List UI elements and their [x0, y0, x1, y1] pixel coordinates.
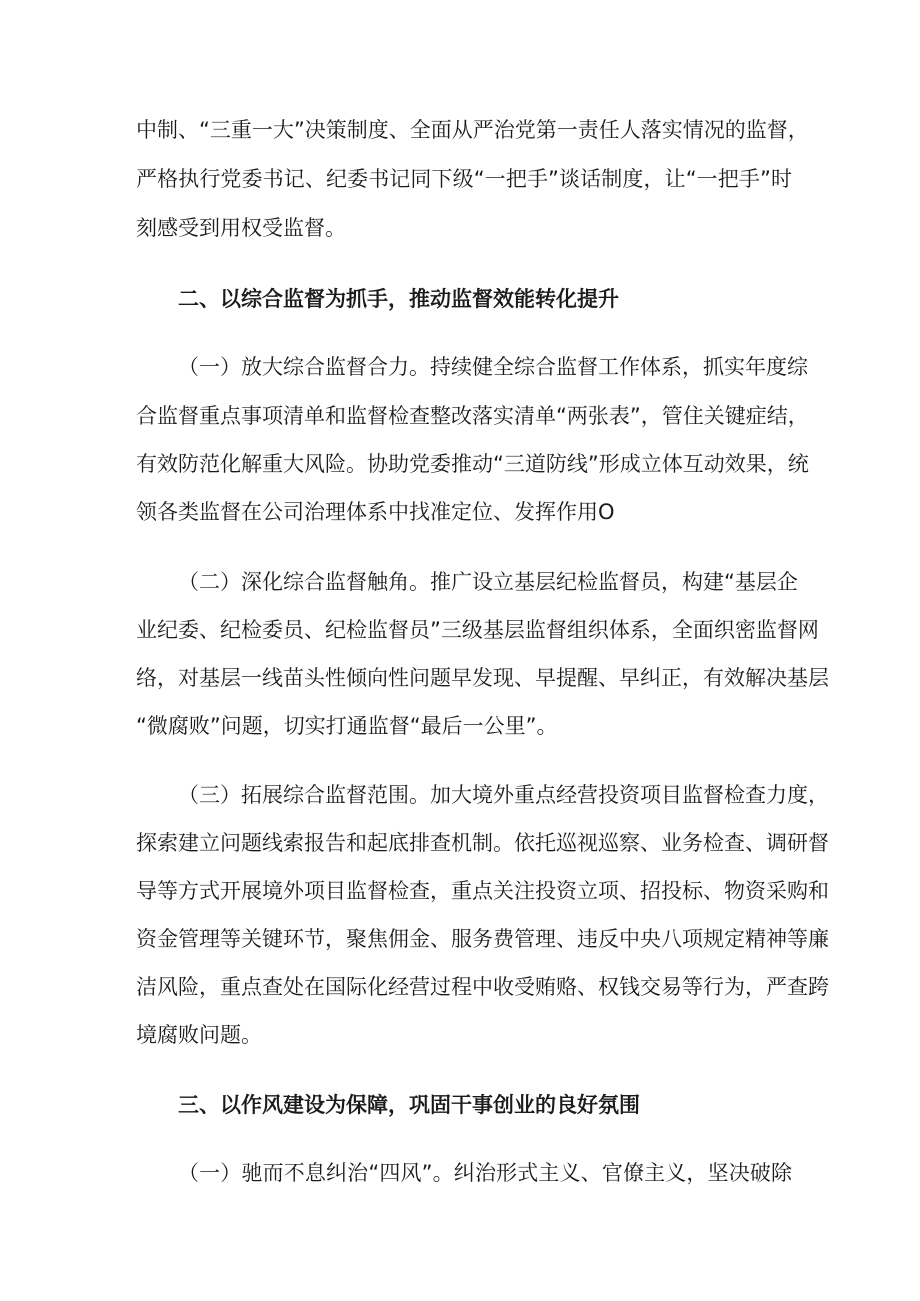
paragraph-line: 有效防范化解重大风险。协助党委推动“三道防线”形成立体互动效果，统 — [136, 452, 809, 476]
paragraph-line: 探索建立问题线索报告和起底排查机制。依托巡视巡察、业务检查、调研督 — [136, 831, 829, 855]
paragraph-line: 严格执行党委书记、纪委书记同下级“一把手”谈话制度，让“一把手”时 — [136, 167, 792, 191]
section-heading-2: 二、以综合监督为抓手，推动监督效能转化提升 — [178, 287, 619, 311]
paragraph-line: 洁风险，重点查处在国际化经营过程中收受贿赂、权钱交易等行为，严查跨 — [136, 975, 829, 999]
paragraph-line: 境腐败问题。 — [136, 1023, 262, 1047]
paragraph-line: （一）驰而不息纠治“四风”。纠治形式主义、官僚主义，坚决破除 — [178, 1161, 792, 1185]
paragraph-line: 刻感受到用权受监督。 — [136, 216, 346, 240]
paragraph-line: 资金管理等关键环节，聚焦佣金、服务费管理、违反中央八项规定精神等廉 — [136, 927, 829, 951]
paragraph-line: 导等方式开展境外项目监督检查，重点关注投资立项、招投标、物资采购和 — [136, 879, 829, 903]
paragraph-line: （三）拓展综合监督范围。加大境外重点经营投资项目监督检查力度， — [178, 783, 829, 807]
paragraph-line: 业纪委、纪检委员、纪检监督员”三级基层监督组织体系，全面织密监督网 — [136, 618, 819, 642]
paragraph-line: 合监督重点事项清单和监督检查整改落实清单“两张表”，管住关键症结， — [136, 404, 809, 428]
section-heading-3: 三、以作风建设为保障，巩固干事创业的良好氛围 — [178, 1093, 640, 1117]
paragraph-line: （一）放大综合监督合力。持续健全综合监督工作体系，抓实年度综 — [178, 355, 808, 379]
paragraph-line: （二）深化综合监督触角。推广设立基层纪检监督员，构建“基层企 — [178, 570, 798, 594]
paragraph-line: 中制、“三重一大”决策制度、全面从严治党第一责任人落实情况的监督， — [136, 118, 809, 142]
paragraph-line: “微腐败”问题，切实打通监督“最后一公里”。 — [136, 714, 558, 738]
paragraph-line: 领各类监督在公司治理体系中找准定位、发挥作用O — [136, 500, 615, 524]
paragraph-line: 络，对基层一线苗头性倾向性问题早发现、早提醒、早纠正，有效解决基层 — [136, 666, 829, 690]
